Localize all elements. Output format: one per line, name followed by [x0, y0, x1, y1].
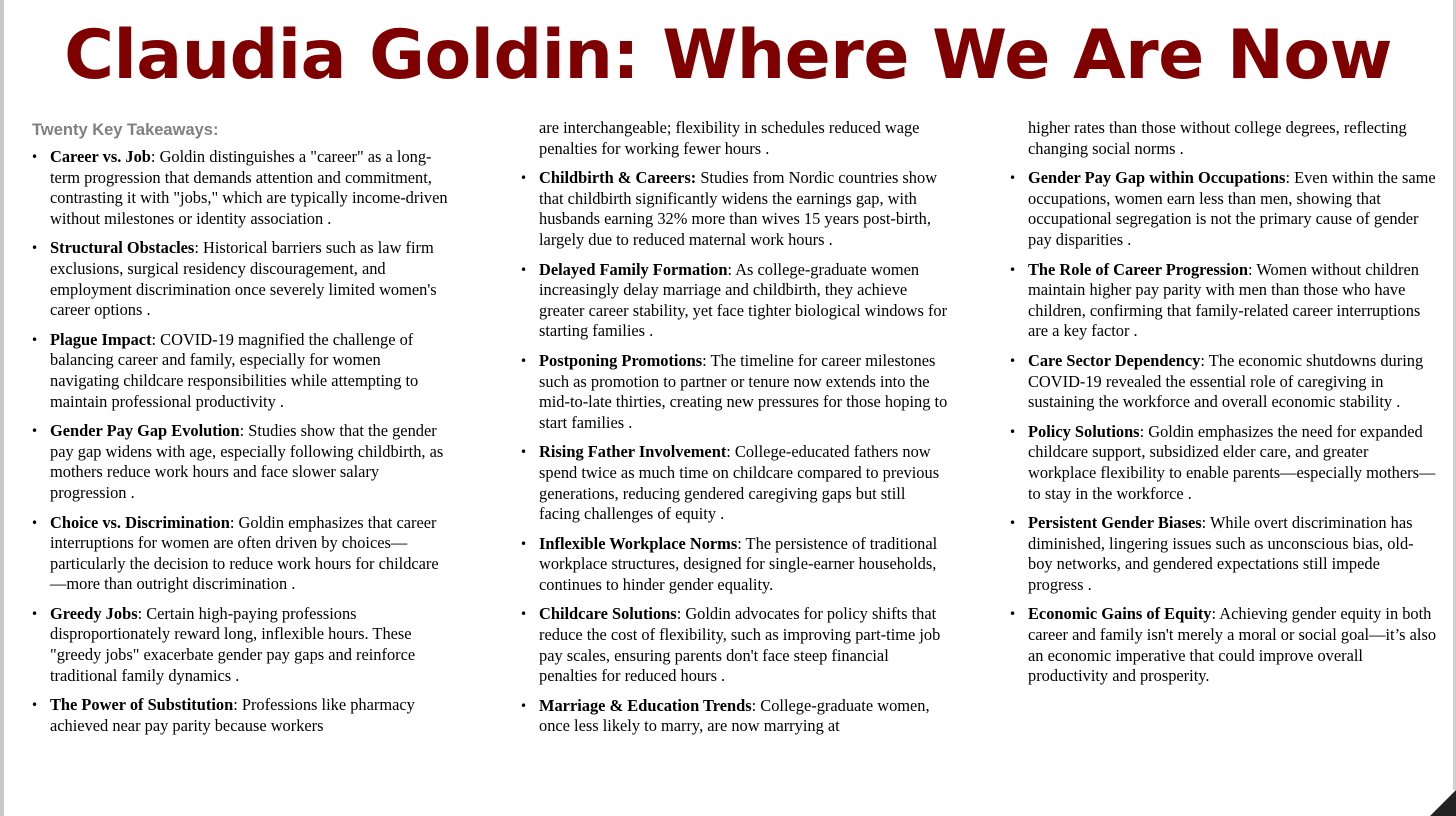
takeaway-term: Gender Pay Gap Evolution: [50, 421, 240, 441]
takeaway-term: Economic Gains of Equity: [1028, 604, 1212, 624]
takeaway-text: : College-graduate women, once less likely to marry, are now marrying at: [539, 695, 930, 736]
takeaway-list-3: [1008, 168, 1438, 687]
takeaway-item: [30, 513, 450, 595]
takeaways-heading: Twenty Key Takeaways:: [32, 121, 219, 139]
takeaway-term: The Role of Career Progression: [1028, 259, 1249, 279]
takeaway-list-2: [519, 168, 949, 737]
takeaway-term: Postponing Promotions: [539, 350, 703, 370]
takeaway-item: [1008, 422, 1438, 504]
takeaway-term: Childbirth & Careers:: [539, 168, 697, 188]
takeaway-text: : Certain high-paying professions disproportionately reward long, inflexible hours. These "greedy jobs" exacerbate gender pay gaps and reinforce traditional family dynamics .: [50, 603, 416, 685]
takeaway-text: : Studies show that the gender pay gap widens with age, especially following childbirth, as mothers reduce work hours and face slower salary progression .: [50, 421, 444, 502]
takeaway-text: : Professions like pharmacy achieved near pay parity because workers: [50, 695, 415, 735]
takeaway-term: Career vs. Job: [50, 147, 151, 166]
takeaway-text: : Goldin distinguishes a "career" as a long-term progression that demands attention and commitment, contrasting it with "jobs," which are typically income-driven without milestones or identity association .: [50, 147, 448, 228]
takeaway-item: [30, 238, 450, 320]
takeaway-item: [519, 351, 949, 433]
takeaway-term: Greedy Jobs: [50, 603, 138, 623]
takeaway-term: Persistent Gender Biases: [1028, 513, 1202, 533]
takeaway-term: Rising Father Involvement: [539, 442, 727, 462]
column-1: [30, 118, 450, 745]
slide-title: Claudia Goldin: Where We Are Now: [64, 16, 1392, 95]
takeaway-text: : The timeline for career milestones such as promotion to partner or tenure now extends into the mid-to-late thirties, creating new pressures for those hoping to start families .: [539, 350, 948, 432]
takeaway-text: : Women without children maintain higher pay parity with men than those who have children, confirming that family-related career interruptions are a key factor .: [1028, 259, 1421, 341]
takeaway-term: Plague Impact: [50, 329, 152, 349]
takeaway-text: : While overt discrimination has diminished, lingering issues such as unconscious bias, old-boy networks, and gendered expectations still impede progress .: [1028, 513, 1414, 594]
takeaway-item: [519, 604, 949, 686]
takeaway-item: [1008, 168, 1438, 250]
takeaway-text: : College-educated fathers now spend twice as much time on childcare compared to previous generations, reducing gendered caregiving gaps but still facing challenges of equity .: [539, 442, 940, 524]
takeaway-term: Structural Obstacles: [50, 238, 195, 258]
takeaway-text: : Goldin emphasizes that career interruptions for women are often driven by choices—particularly the decision to reduce work hours for childcare—more than outright discrimination .: [50, 512, 439, 594]
takeaway-item: [30, 147, 450, 229]
column-3: [1008, 118, 1438, 696]
takeaway-item: [30, 604, 450, 686]
takeaway-item: [519, 168, 949, 250]
takeaway-text: : Even within the same occupations, women earn less than men, showing that occupational segregation is not the primary cause of gender pay disparities .: [1028, 168, 1436, 249]
takeaway-term: The Power of Substitution: [50, 695, 234, 715]
slide-left-border: [0, 0, 4, 816]
takeaway-text: : The economic shutdowns during COVID-19 revealed the essential role of caregiving in sustaining the workforce and overall economic stability .: [1028, 350, 1424, 412]
takeaway-text: : COVID-19 magnified the challenge of balancing career and family, especially for women navigating childcare responsibilities while attempting to maintain professional productivity .: [50, 329, 419, 411]
takeaway-term: Gender Pay Gap within Occupations: [1028, 168, 1286, 188]
takeaway-term: Care Sector Dependency: [1028, 350, 1201, 370]
takeaway-term: Delayed Family Formation: [539, 259, 728, 279]
takeaway-term: Inflexible Workplace Norms: [539, 533, 738, 553]
takeaway-text: : Goldin emphasizes the need for expanded childcare support, subsidized elder care, and greater workplace flexibility to enable parents—especially mothers—to stay in the workforce .: [1028, 421, 1436, 503]
takeaway-text: : Achieving gender equity in both career and family isn't merely a moral or social goal—it’s also an economic imperative that could improve overall productivity and prosperity.: [1028, 604, 1437, 686]
takeaway-text: : Goldin advocates for policy shifts that reduce the cost of flexibility, such as improving part-time job pay scales, ensuring parents don't face steep financial penalties for reduced hours .: [539, 604, 941, 686]
takeaway-item: [1008, 604, 1438, 686]
takeaway-item: [30, 330, 450, 412]
takeaway-item: [1008, 260, 1438, 342]
takeaway-item: [1008, 351, 1438, 413]
takeaway-text: : Historical barriers such as law firm exclusions, surgical residency discouragement, and employment discrimination once severely limited women's career options .: [50, 238, 437, 320]
takeaway-item: [519, 260, 949, 342]
takeaway-item: [1008, 513, 1438, 595]
takeaway-text: Studies from Nordic countries show that childbirth significantly widens the earnings gap, with husbands earning 32% more than wives 15 years post-birth, largely due to reduced maternal work hours .: [539, 168, 938, 249]
takeaway-term: Childcare Solutions: [539, 604, 677, 624]
takeaway-item: [519, 696, 949, 737]
corner-resize-icon: [1430, 790, 1456, 816]
takeaway-item: [519, 534, 949, 596]
takeaway-term: Marriage & Education Trends: [539, 695, 752, 715]
takeaway-item: [519, 442, 949, 524]
continued-text: higher rates than those without college degrees, reflecting changing social norms .: [1028, 118, 1407, 158]
takeaway-text: : As college-graduate women increasingly delay marriage and childbirth, they achieve greater career stability, yet face tighter biological windows for starting families .: [539, 259, 948, 341]
takeaway-text: : The persistence of traditional workplace structures, designed for single-earner households, continues to hinder gender equality.: [539, 533, 938, 594]
takeaway-term: Choice vs. Discrimination: [50, 512, 230, 532]
takeaway-item: [30, 421, 450, 503]
takeaway-item: [30, 695, 450, 736]
takeaway-list-1: [30, 147, 450, 736]
continued-text: are interchangeable; flexibility in schedules reduced wage penalties for working fewer hours .: [539, 118, 920, 158]
takeaway-term: Policy Solutions: [1028, 421, 1140, 441]
column-2: [519, 118, 949, 746]
